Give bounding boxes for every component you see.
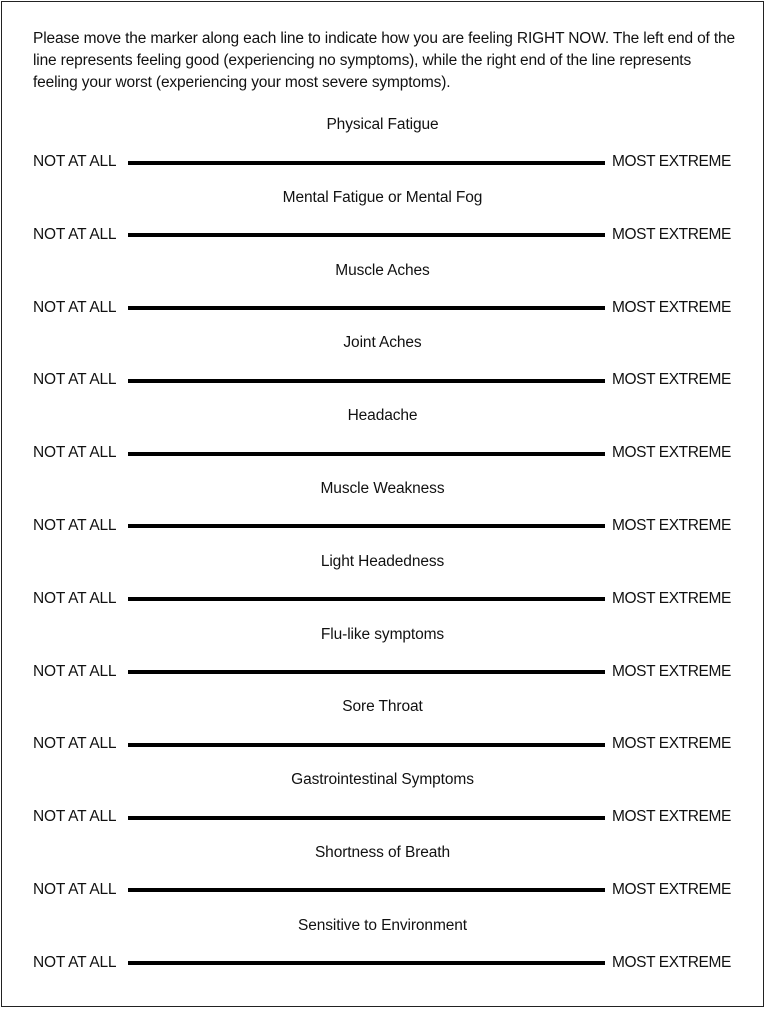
anchor-label-not-at-all: NOT AT ALL <box>33 444 117 462</box>
scale-row <box>33 151 733 173</box>
scale-row <box>33 588 733 610</box>
visual-analog-slider[interactable] <box>128 524 605 528</box>
anchor-label-most-extreme: MOST EXTREME <box>612 298 731 316</box>
visual-analog-slider[interactable] <box>128 961 605 965</box>
symptom-scale-list <box>2 115 763 989</box>
scale-title: Sore Throat <box>342 698 423 716</box>
anchor-label-most-extreme: MOST EXTREME <box>612 880 731 898</box>
instructions-text: Please move the marker along each line to indicate how you are feeling RIGHT NOW. The left end of the line represents feeling good (experiencing no symptoms), while the right end of the line represents feeling your worst (experiencing your most severe symptoms). <box>33 30 735 91</box>
symptom-scale <box>2 115 763 188</box>
anchor-label-not-at-all: NOT AT ALL <box>33 371 117 389</box>
anchor-label-most-extreme: MOST EXTREME <box>612 225 731 243</box>
scale-row <box>33 733 733 755</box>
visual-analog-slider[interactable] <box>128 888 605 892</box>
anchor-label-not-at-all: NOT AT ALL <box>33 153 117 170</box>
anchor-label-most-extreme: MOST EXTREME <box>612 662 731 680</box>
anchor-label-not-at-all: NOT AT ALL <box>33 298 117 316</box>
anchor-label-not-at-all: NOT AT ALL <box>33 662 117 680</box>
visual-analog-slider[interactable] <box>128 161 605 165</box>
symptom-scale <box>2 406 763 479</box>
visual-analog-slider[interactable] <box>128 379 605 383</box>
anchor-label-most-extreme: MOST EXTREME <box>612 444 731 462</box>
symptom-scale <box>2 188 763 261</box>
anchor-label-most-extreme: MOST EXTREME <box>612 589 731 607</box>
anchor-label-most-extreme: MOST EXTREME <box>612 735 731 753</box>
anchor-label-not-at-all: NOT AT ALL <box>33 808 117 826</box>
scale-row <box>33 224 733 246</box>
scale-row <box>33 806 733 828</box>
questionnaire-frame <box>1 1 764 1007</box>
scale-title: Muscle Aches <box>335 261 430 279</box>
scale-row <box>33 297 733 319</box>
anchor-label-not-at-all: NOT AT ALL <box>33 516 117 534</box>
visual-analog-slider[interactable] <box>128 597 605 601</box>
visual-analog-slider[interactable] <box>128 452 605 456</box>
scale-row <box>33 661 733 683</box>
visual-analog-slider[interactable] <box>128 816 605 820</box>
symptom-scale <box>2 625 763 698</box>
anchor-label-not-at-all: NOT AT ALL <box>33 880 117 898</box>
scale-title: Gastrointestinal Symptoms <box>291 771 474 789</box>
anchor-label-not-at-all: NOT AT ALL <box>33 735 117 753</box>
scale-row <box>33 515 733 537</box>
scale-title: Shortness of Breath <box>314 843 451 861</box>
scale-title: Sensitive to Environment <box>297 916 468 934</box>
anchor-label-most-extreme: MOST EXTREME <box>612 953 731 971</box>
visual-analog-slider[interactable] <box>128 743 605 747</box>
anchor-label-most-extreme: MOST EXTREME <box>612 371 731 389</box>
symptom-scale <box>2 333 763 406</box>
symptom-scale <box>2 261 763 334</box>
anchor-label-most-extreme: MOST EXTREME <box>612 153 731 170</box>
scale-title: Light Headedness <box>320 552 445 570</box>
symptom-scale <box>2 479 763 552</box>
symptom-scale <box>2 697 763 770</box>
scale-row <box>33 442 733 464</box>
visual-analog-slider[interactable] <box>128 670 605 674</box>
scale-title: Headache <box>347 407 418 425</box>
anchor-label-not-at-all: NOT AT ALL <box>33 589 117 607</box>
scale-title: Joint Aches <box>343 334 422 352</box>
anchor-label-not-at-all: NOT AT ALL <box>33 225 117 243</box>
symptom-scale <box>2 770 763 843</box>
scale-row <box>33 369 733 391</box>
anchor-label-not-at-all: NOT AT ALL <box>33 953 117 971</box>
symptom-scale <box>2 916 763 989</box>
symptom-scale <box>2 552 763 625</box>
scale-title: Flu-like symptoms <box>320 625 445 643</box>
visual-analog-slider[interactable] <box>128 306 605 310</box>
symptom-scale <box>2 843 763 916</box>
scale-row <box>33 879 733 901</box>
scale-title: Muscle Weakness <box>320 479 445 497</box>
visual-analog-slider[interactable] <box>128 233 605 237</box>
scale-title: Mental Fatigue or Mental Fog <box>282 188 483 206</box>
scale-row <box>33 952 733 974</box>
anchor-label-most-extreme: MOST EXTREME <box>612 516 731 534</box>
scale-title: Physical Fatigue <box>326 116 439 133</box>
anchor-label-most-extreme: MOST EXTREME <box>612 808 731 826</box>
